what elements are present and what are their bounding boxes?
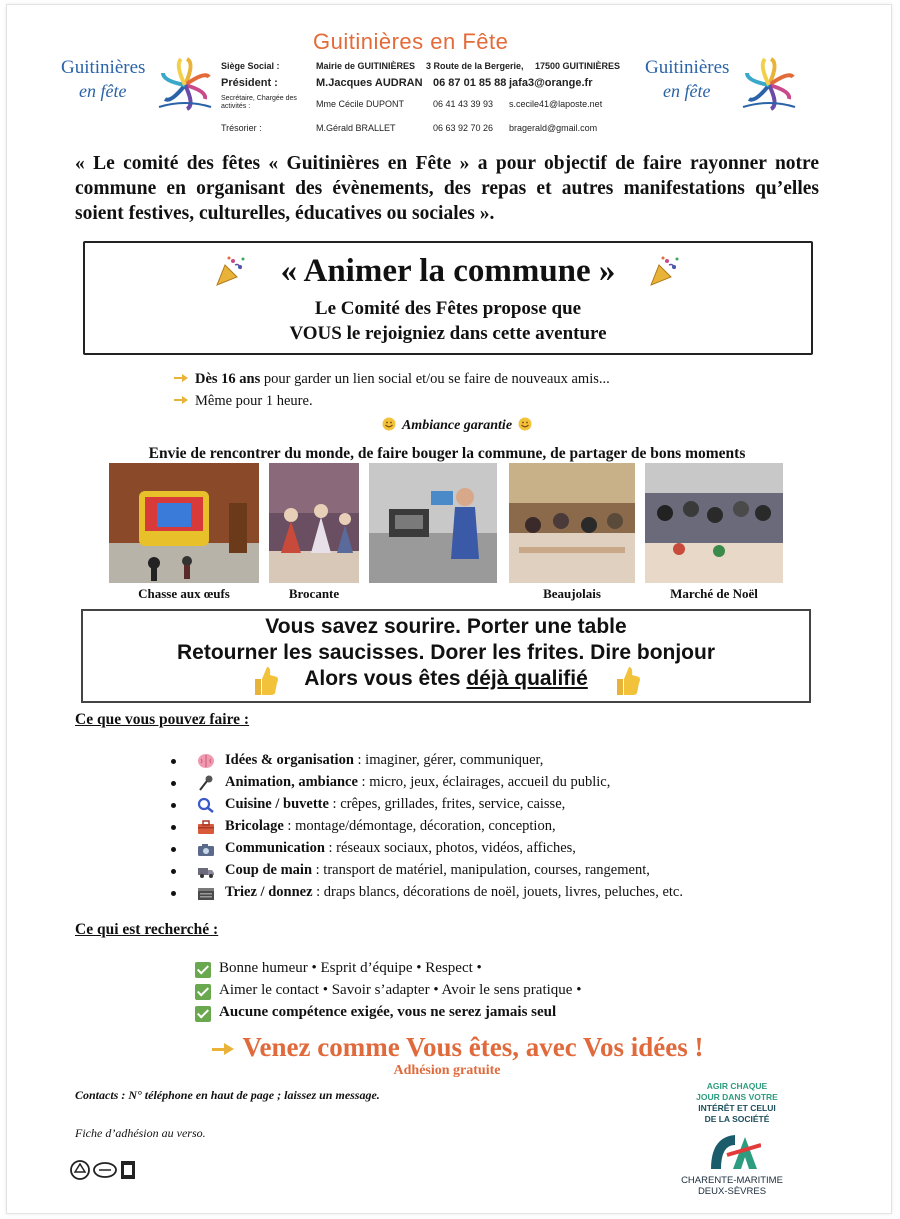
animer-banner — [83, 241, 813, 355]
smiley-icon — [382, 417, 396, 431]
row-label: Trésorier : — [221, 123, 262, 133]
row-phone: 06 87 01 85 88 — [433, 77, 507, 89]
thumbs-up-icon — [251, 665, 279, 697]
pointing-hand-icon — [211, 1040, 235, 1058]
task-title: Bricolage — [225, 818, 284, 834]
logo-text-line1: Guitinières — [645, 57, 730, 78]
row-name: M.Jacques AUDRAN — [316, 77, 423, 89]
qualified-line-1: Vous savez sourire. Porter une table — [265, 615, 627, 638]
region-line: DEUX-SÈVRES — [697, 1186, 767, 1197]
row-name: Mairie de GUITINIÈRES — [316, 61, 416, 71]
banner-subline-1: Le Comité des Fêtes propose que — [314, 298, 582, 319]
photo-beaujolais — [509, 463, 635, 583]
checkmark-icon — [195, 1006, 211, 1022]
task-title: Coup de main — [225, 862, 313, 878]
row-city: 17500 GUITINIÈRES — [535, 61, 621, 71]
truck-icon — [197, 863, 215, 879]
bullet-icon — [171, 781, 176, 786]
task-desc: : crêpes, grillades, frites, service, caisse, — [328, 796, 566, 812]
microphone-icon — [197, 775, 215, 791]
envie-line: Envie de rencontrer du monde, de faire bouger la commune, de partager de bons moments — [148, 445, 746, 462]
association-logo-right — [645, 57, 795, 127]
row-label: Siège Social : — [221, 61, 280, 71]
box-icon — [197, 885, 215, 901]
task-desc: : réseaux sociaux, photos, vidéos, affiches, — [324, 840, 576, 856]
sponsor-slogan — [687, 1081, 787, 1125]
call-to-action — [7, 1032, 900, 1063]
sun-rays-icon — [157, 57, 213, 113]
bullet-icon — [171, 847, 176, 852]
brain-icon — [197, 753, 215, 769]
free-membership: Adhésion gratuite — [393, 1063, 501, 1078]
point-text: pour garder un lien social et/ou se faire de nouveaux amis... — [260, 371, 610, 387]
photo-chasse-aux-oeufs — [109, 463, 259, 583]
row-email: bragerald@gmail.com — [509, 123, 598, 133]
row-email: jafa3@orange.fr — [509, 77, 593, 89]
task-title: Animation, ambiance — [225, 774, 358, 790]
bullet-icon — [171, 869, 176, 874]
row-name: Mme Cécile DUPONT — [316, 99, 405, 109]
bullet-icon — [171, 803, 176, 808]
ambiance-line — [7, 417, 900, 434]
task-desc: : transport de matériel, manipulation, courses, rangement, — [312, 862, 650, 878]
task-title: Communication — [225, 840, 325, 856]
task-title: Triez / donnez — [225, 884, 313, 900]
bullet-icon — [171, 825, 176, 830]
row-label: Secrétaire, Chargée des activités : — [221, 95, 297, 110]
ambiance-text: Ambiance garantie — [401, 418, 513, 433]
task-title: Idées & organisation — [225, 752, 354, 768]
sponsor-block — [657, 1079, 807, 1199]
call-to-action-text: Venez comme Vous êtes, avec Vos idées ! — [242, 1032, 704, 1062]
wanted-text: Aucune compétence exigée, vous ne serez jamais seul — [219, 1004, 557, 1020]
task-desc: : draps blancs, décorations de noël, jouets, livres, peluches, etc. — [312, 884, 683, 900]
qualified-box — [81, 609, 811, 703]
caption-beaujolais: Beaujolais — [543, 586, 601, 601]
row-phone: 06 63 92 70 26 — [433, 123, 494, 133]
photo-brocante — [269, 463, 359, 583]
task-desc: : montage/démontage, décoration, conception, — [283, 818, 556, 834]
sponsor-region — [657, 1175, 807, 1197]
caption-marche: Marché de Noël — [670, 586, 758, 601]
checkmark-icon — [195, 984, 211, 1000]
task-desc: : micro, jeux, éclairages, accueil du public, — [357, 774, 611, 790]
contacts-note: Contacts : N° téléphone en haut de page ; laissez un message. — [75, 1088, 380, 1102]
photo-marche-de-noel — [645, 463, 783, 583]
qualified-line-3 — [83, 667, 809, 691]
mission-statement: « Le comité des fêtes « Guitinières en Fête » a pour objectif de faire rayonner notre commune en organisant des évènements, des repas et autres manifestations qu’elles soient festives, culturelles, éducatives ou sociales ». — [75, 153, 819, 224]
point-age — [173, 371, 610, 388]
membership-form-note: Fiche d’adhésion au verso. — [75, 1126, 206, 1140]
magnifier-icon — [197, 797, 215, 813]
wanted-text: Bonne humeur • Esprit d’équipe • Respect • — [219, 960, 482, 976]
bank-logo — [705, 1131, 761, 1171]
point-duration — [173, 393, 313, 410]
sun-rays-icon — [741, 57, 797, 113]
row-name: M.Gérald BRALLET — [316, 123, 396, 133]
logo-text-line1: Guitinières — [61, 57, 146, 78]
flyer-page — [6, 4, 892, 1214]
point-bold: Dès 16 ans — [195, 371, 261, 387]
row-address: 3 Route de la Bergerie, — [426, 61, 524, 71]
row-email: s.cecile41@laposte.net — [509, 99, 603, 109]
smiley-icon — [518, 417, 532, 431]
caption-brocante: Brocante — [288, 586, 340, 601]
slogan-line: INTÉRÊT ET CELUI — [698, 1103, 776, 1113]
row-phone: 06 41 43 39 93 — [433, 99, 494, 109]
task-title: Cuisine / buvette — [225, 796, 329, 812]
recycling-icons — [69, 1157, 141, 1183]
logo-text-line2: en fête — [79, 81, 127, 101]
section-heading-faire: Ce que vous pouvez faire : — [75, 711, 250, 728]
task-desc: : imaginer, gérer, communiquer, — [353, 752, 544, 768]
point-text: Même pour 1 heure. — [195, 393, 313, 409]
slogan-line: JOUR DANS VOTRE — [696, 1092, 778, 1102]
region-line: CHARENTE-MARITIME — [681, 1175, 783, 1186]
bullet-icon — [171, 759, 176, 764]
banner-headline: « Animer la commune » — [280, 253, 616, 289]
qualified-highlight: déjà qualifié — [466, 667, 588, 690]
slogan-line: DE LA SOCIÉTÉ — [704, 1114, 770, 1124]
pointing-hand-icon — [173, 393, 189, 406]
thumbs-up-icon — [613, 665, 641, 697]
checkmark-icon — [195, 962, 211, 978]
banner-subline-2: VOUS le rejoigniez dans cette aventure — [289, 323, 607, 344]
camera-icon — [197, 841, 215, 857]
caption-chasse: Chasse aux œufs — [138, 586, 230, 601]
slogan-line: AGIR CHAQUE — [706, 1081, 768, 1091]
logo-text-line2: en fête — [663, 81, 711, 101]
association-logo-left — [61, 57, 211, 127]
qualified-prefix: Alors vous êtes — [304, 667, 467, 690]
wanted-text: Aimer le contact • Savoir s’adapter • Avoir le sens pratique • — [219, 982, 582, 998]
bullet-icon — [171, 891, 176, 896]
association-title: Guitinières en Fête — [313, 29, 509, 54]
photo-cuisine — [369, 463, 497, 583]
toolbox-icon — [197, 819, 215, 835]
section-heading-recherche: Ce qui est recherché : — [75, 921, 219, 938]
row-label: Président : — [221, 77, 278, 89]
pointing-hand-icon — [173, 371, 189, 384]
qualified-line-2: Retourner les saucisses. Dorer les frites. Dire bonjour — [176, 641, 716, 664]
